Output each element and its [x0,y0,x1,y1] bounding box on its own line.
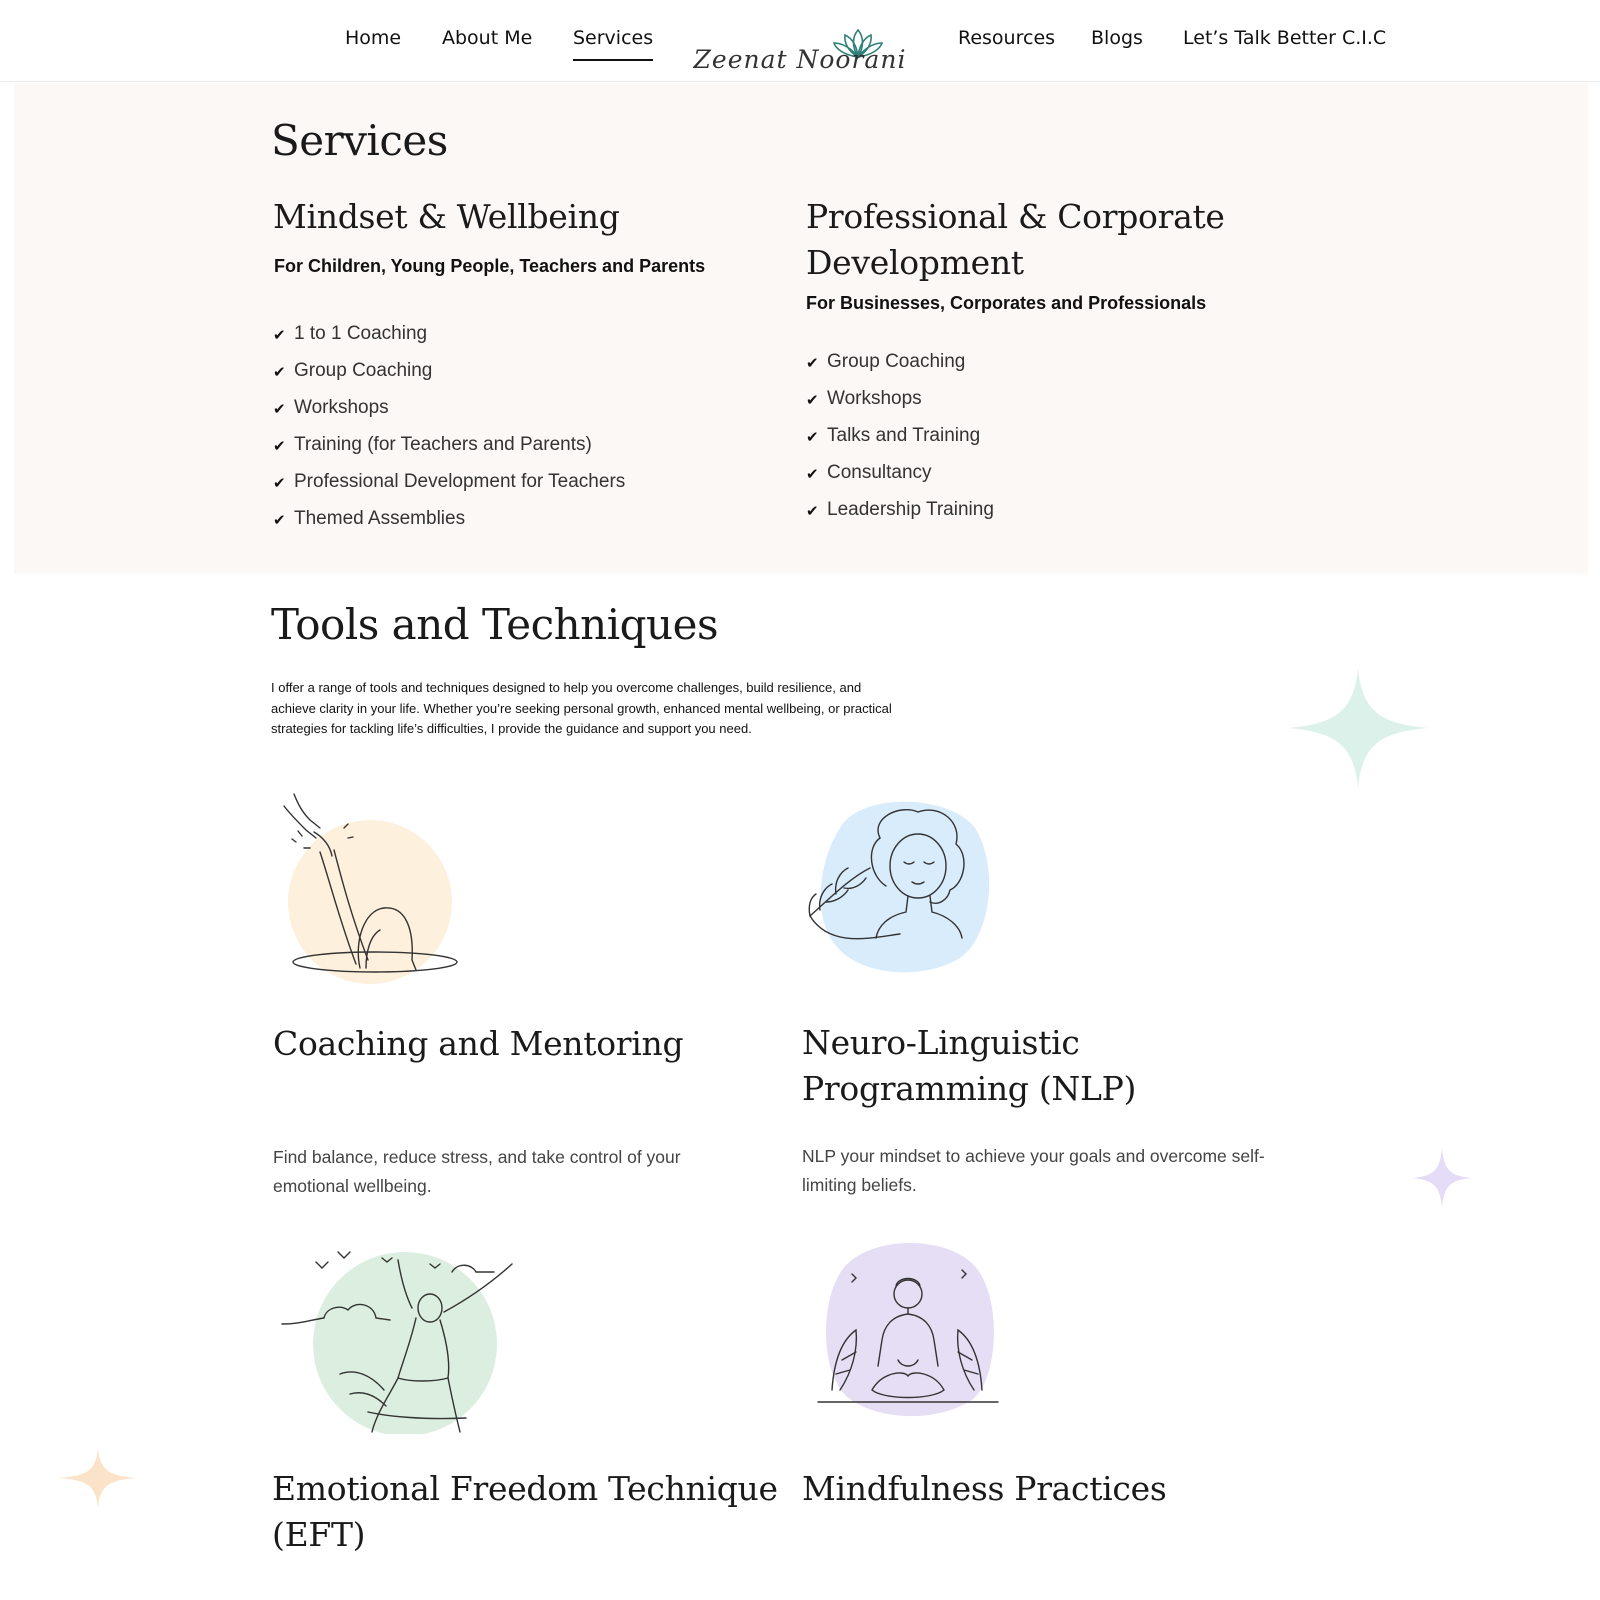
nav-resources[interactable]: Resources [958,27,1056,49]
nlp-title: Neuro-Linguistic Programming (NLP) [802,1023,1137,1108]
nav-services[interactable]: Services [573,27,654,49]
coaching-mentoring-text: Find balance, reduce stress, and take control of your emotional wellbeing. [273,1147,681,1196]
professional-corporate-title: Professional & Corporate Development [806,197,1225,282]
freedom-woman-illustration [280,1244,540,1434]
list-item: ✔ 1 to 1 Coaching [273,323,428,344]
coaching-mentoring-title: Coaching and Mentoring [273,1024,684,1063]
list-item: ✔ Workshops [806,388,922,409]
mindset-service-list [273,323,625,545]
list-item: ✔ Consultancy [806,462,932,483]
checkmark-icon: ✔ [273,512,286,529]
checkmark-icon: ✔ [806,392,819,409]
list-item: ✔ Themed Assemblies [273,508,466,529]
nav-blogs[interactable]: Blogs [1091,27,1143,49]
list-item: ✔ Professional Development for Teachers [273,471,626,492]
nav-home[interactable]: Home [345,27,402,49]
mindset-audience: For Children, Young People, Teachers and Parents [274,256,706,276]
nav-lets-talk-better[interactable]: Let’s Talk Better C.I.C [1183,27,1387,49]
list-item: ✔ Leadership Training [806,499,994,520]
list-item: ✔ Group Coaching [806,351,966,372]
calm-face-illustration [800,798,1000,978]
professional-audience: For Businesses, Corporates and Professionals [806,293,1207,313]
nlp-text: NLP your mindset to achieve your goals and overcome self- limiting beliefs. [802,1146,1265,1195]
list-item: ✔ Training (for Teachers and Parents) [273,434,592,455]
tools-heading: Tools and Techniques [271,600,718,649]
sparkle-icon [1412,1148,1472,1208]
top-navigation [0,0,1600,82]
checkmark-icon: ✔ [273,401,286,418]
helping-hand-illustration [280,792,470,992]
sparkle-icon [1288,668,1428,788]
services-section [14,83,1588,574]
list-item: ✔ Workshops [273,397,389,418]
mindset-wellbeing-title: Mindset & Wellbeing [273,197,620,236]
tools-intro: I offer a range of tools and techniques designed to help you overcome challenges, build resilience, and achieve clarity in your life. Whether you’re seeking personal growth, enhanced mental wellbeing, or practical strategies for tackling life’s difficulties, I provide the guidance and support you need. [271,680,892,736]
checkmark-icon: ✔ [806,355,819,372]
checkmark-icon: ✔ [273,327,286,344]
services-heading: Services [271,116,448,165]
checkmark-icon: ✔ [273,364,286,381]
checkmark-icon: ✔ [273,475,286,492]
list-item: ✔ Group Coaching [273,360,433,381]
checkmark-icon: ✔ [273,438,286,455]
mindfulness-title: Mindfulness Practices [802,1469,1167,1508]
checkmark-icon: ✔ [806,466,819,483]
sparkle-icon [58,1448,138,1508]
checkmark-icon: ✔ [806,503,819,520]
professional-service-list [806,351,994,536]
list-item: ✔ Talks and Training [806,425,981,446]
eft-title: Emotional Freedom Technique (EFT) [272,1469,778,1554]
logo-signature: Zeenat Noorani [693,45,907,74]
nav-about-me[interactable]: About Me [442,27,533,49]
meditation-illustration [812,1240,1002,1420]
checkmark-icon: ✔ [806,429,819,446]
